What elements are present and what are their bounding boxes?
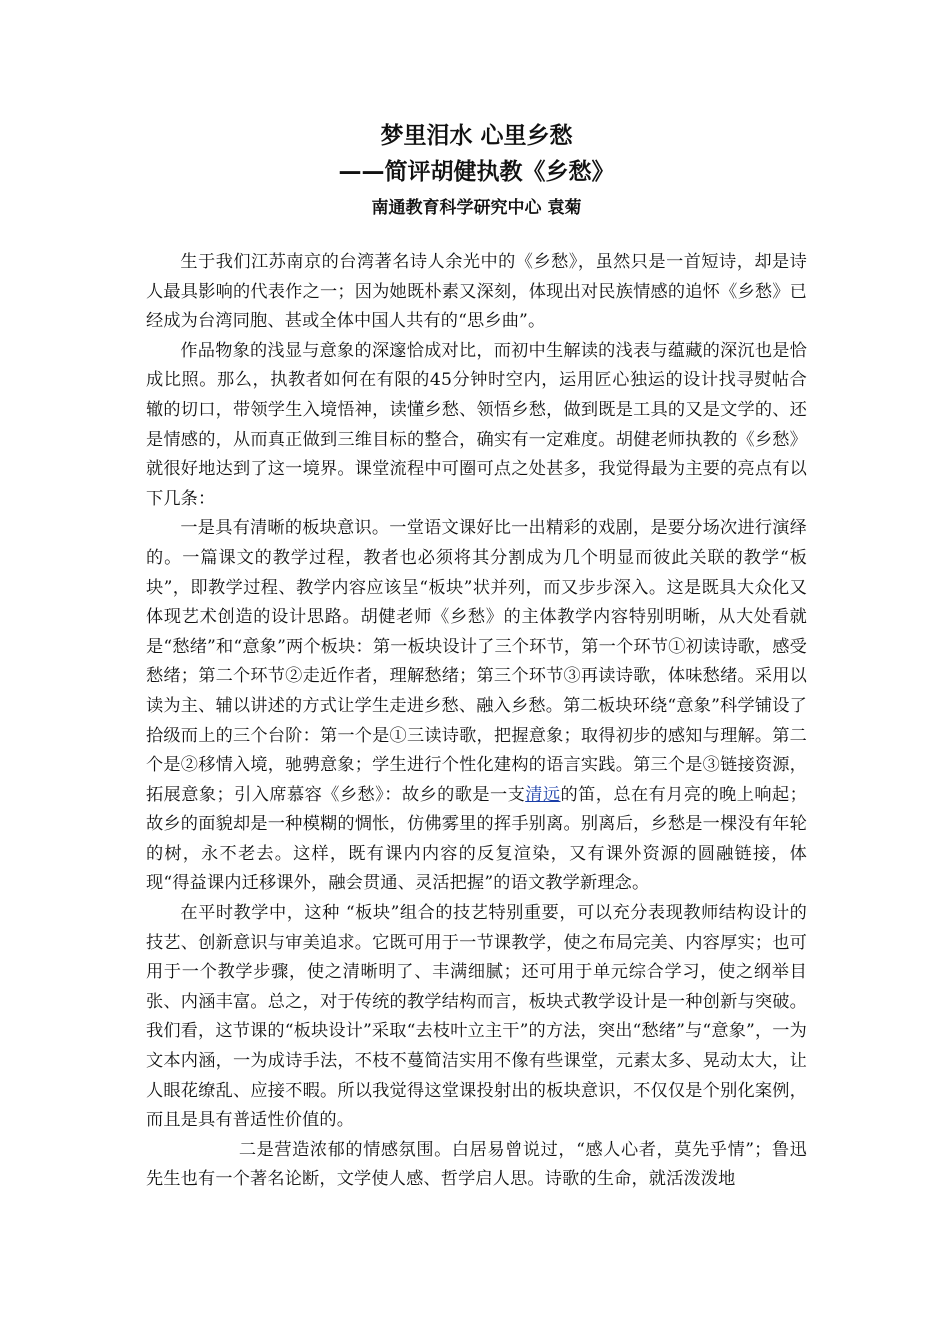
qingyuan-link[interactable]: 清远 [525,784,561,805]
document-title: 梦里泪水 心里乡愁 [380,123,573,149]
paragraph-4: 在平时教学中，这种 “板块”组合的技艺特别重要，可以充分表现教师结构设计的技艺、创新意识与审美追求。它既可用于一节课教学，使之布局完美、内容厚实；也可用于一个教学步骤，使之清晰明了、丰满细腻；还可用于单元综合学习，使之纲举目张、内涵丰富。总之，对于传统的教学结构而言，板块式教学设计是一种创新与突破。我们看，这节课的“板块设计”采取“去枝叶立主干”的方法，突出“愁绪”与“意象”，一为文本内涵，一为成诗手法，不枝不蔓简洁实用不像有些课堂，元素太多、晃动太大，让人眼花缭乱、应接不暇。所以我觉得这堂课投射出的板块意识，不仅仅是个别化案例，而且是具有普适性价值的。 [146,903,807,1131]
paragraph-3 [146,514,807,899]
paragraph-3-text-a: 一是具有清晰的板块意识。一堂语文课好比一出精彩的戏剧，是要分场次进行演绎的。一篇课文的教学过程，教者也必须将其分割成为几个明显而彼此关联的教学“板块”，即教学过程、教学内容应该呈“板块”状并列，而又步步深入。这是既具大众化又体现艺术创造的设计思路。胡健老师《乡愁》的主体教学内容特别明晰，从大处看就是“愁绪”和“意象”两个板块：第一板块设计了三个环节，第一个环节①初读诗歌，感受愁绪；第二个环节②走近作者，理解愁绪；第三个环节③再读诗歌，体味愁绪。采用以读为主、辅以讲述的方式让学生走进乡愁、融入乡愁。第二板块环绕“意象”科学铺设了拾级而上的三个台阶：第一个是①三读诗歌，把握意象；取得初步的感知与理解。第二个是②移情入境，驰骋意象；学生进行个性化建构的语言实践。第三个是③链接资源，拓展意象；引入席慕容《乡愁》：故乡的歌是一支 [146,518,807,805]
paragraph-2: 作品物象的浅显与意象的深邃恰成对比，而初中生解读的浅表与蕴藏的深沉也是恰成比照。那么，执教者如何在有限的45分钟时空内，运用匠心独运的设计找寻熨帖合辙的切口，带领学生入境悟神，读懂乡愁、领悟乡愁，做到既是工具的又是文学的、还是情感的，从而真正做到三维目标的整合，确实有一定难度。胡健老师执教的《乡愁》就很好地达到了这一境界。课堂流程中可圈可点之处甚多，我觉得最为主要的亮点有以下几条： [146,340,807,509]
document-subtitle: ——简评胡健执教《乡愁》 [338,159,615,185]
paragraph-1: 生于我们江苏南京的台湾著名诗人余光中的《乡愁》，虽然只是一首短诗，却是诗人最具影响的代表作之一；因为她既朴素又深刻，体现出对民族情感的追怀《乡愁》已经成为台湾同胞、甚或全体中国人共有的“思乡曲”。 [146,252,807,332]
document-author: 南通教育科学研究中心 袁菊 [371,198,582,218]
paragraph-5: 二是营造浓郁的情感氛围。白居易曾说过，“感人心者，莫先乎情”；鲁迅先生也有一个著名论断，文学使人感、哲学启人思。诗歌的生命，就活泼泼地 [146,1139,807,1190]
paragraph-3-text-b: 的笛，总在有月亮的晚上响起；故乡的面貌却是一种模糊的惆怅，仿佛雾里的挥手别离。别离后，乡愁是一棵没有年轮的树，永不老去。这样，既有课内内容的反复渲染，又有课外资源的圆融链接，体现“得益课内迁移课外，融会贯通、灵活把握”的语文教学新理念。 [146,784,807,894]
document-body [146,248,807,1195]
